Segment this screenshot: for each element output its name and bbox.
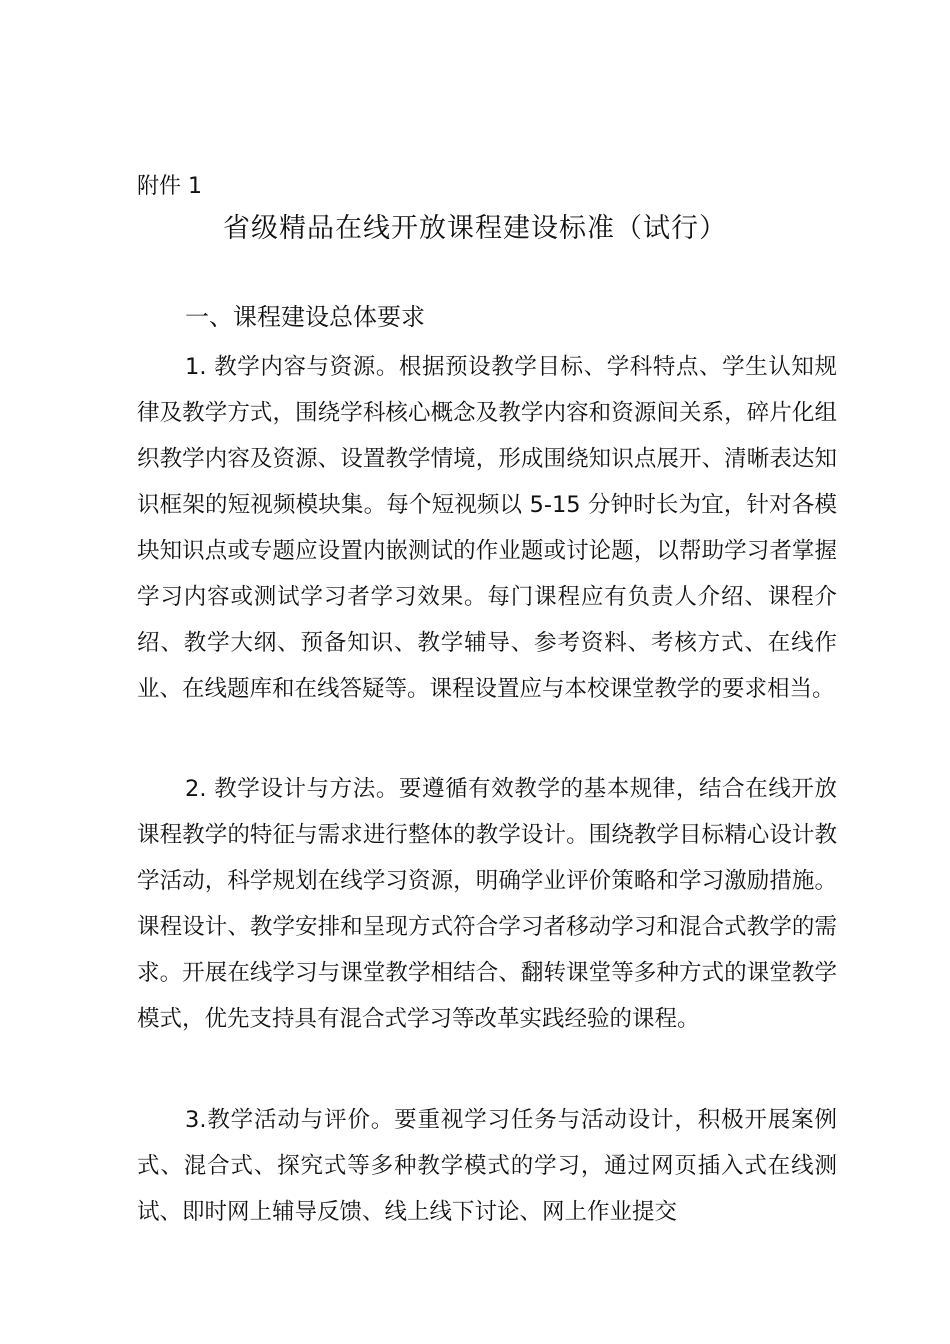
attachment-label: 附件 1 [137,174,202,199]
paragraph-teaching-activities: 3.教学活动与评价。要重视学习任务与活动设计，积极开展案例式、混合式、探究式等多种教学模式的学习，通过网页插入式在线测试、即时网上辅导反馈、线上线下讨论、网上作业提交 [137,1107,837,1225]
paragraph-teaching-content: 1. 教学内容与资源。根据预设教学目标、学科特点、学生认知规律及教学方式，围绕学科核心概念及教学内容和资源间关系，碎片化组织教学内容及资源、设置教学情境，形成围绕知识点展开、清晰表达知识框架的短视频模块集。每个短视频以 5-15 分钟时长为宜，针对各模块知识点或专题应设置内嵌测试的作业题或讨论题，以帮助学习者掌握学习内容或测试学习者学习效果。每门课程应有负责人介绍、课程介绍、教学大纲、预备知识、教学辅导、参考资料、考核方式、在线作业、在线题库和在线答疑等。课程设置应与本校课堂教学的要求相当。 [137,354,837,702]
section-heading: 一、课程建设总体要求 [185,303,425,331]
document-title: 省级精品在线开放课程建设标准（试行） [223,213,727,244]
paragraph-teaching-design: 2. 教学设计与方法。要遵循有效教学的基本规律，结合在线开放课程教学的特征与需求进行整体的教学设计。围绕教学目标精心设计教学活动，科学规划在线学习资源，明确学业评价策略和学习激励措施。课程设计、教学安排和呈现方式符合学习者移动学习和混合式教学的需求。开展在线学习与课堂教学相结合、翻转课堂等多种方式的课堂教学模式，优先支持具有混合式学习等改革实践经验的课程。 [137,776,837,1032]
